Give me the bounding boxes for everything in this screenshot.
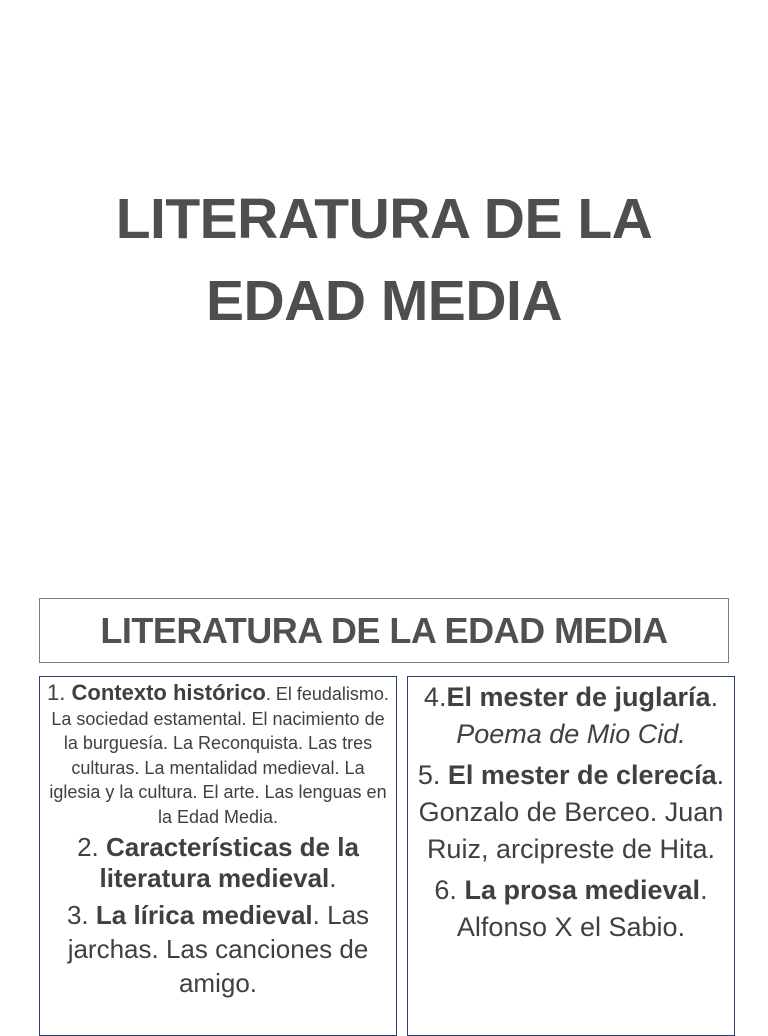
item-description: . Alfonso X el Sabio. (456, 875, 708, 942)
item-number: 1. (47, 680, 66, 705)
item-separator: . (710, 682, 719, 712)
item-number: 4. (423, 682, 447, 712)
item-number: 2. (77, 832, 99, 862)
item-number: 3. (66, 900, 89, 930)
list-item-contexto-historico (40, 677, 396, 828)
list-item-caracteristicas (40, 828, 396, 894)
item-heading: La lírica medieval (95, 900, 313, 930)
item-description: . Las jarchas. Las canciones de amigo. (67, 900, 370, 998)
item-description: . El feudalismo. La sociedad estamental. El nacimiento de la burguesía. La Reconquista. Las tres culturas. La mentalidad medieval. La iglesia y la cultura. El arte. Las lenguas en la Edad Media. (49, 684, 389, 827)
list-item-lirica-medieval (40, 894, 396, 1000)
banner-title: LITERATURA DE LA EDAD MEDIA (100, 609, 668, 651)
slide-title (60, 178, 708, 342)
item-number: 6. (434, 875, 457, 905)
item-description: . Gonzalo de Berceo. Juan Ruiz, arcipreste de Hita. (418, 760, 725, 864)
item-heading: El mester de juglaría (446, 682, 711, 712)
item-number: 5. (417, 760, 441, 790)
list-item-mester-juglaria (408, 677, 734, 753)
section-banner (39, 598, 729, 663)
item-work-title: Poema de Mio Cid. (456, 719, 686, 749)
item-heading: El mester de clerecía (447, 760, 717, 790)
contents-box-left (39, 676, 397, 1036)
item-tail: . (329, 863, 337, 893)
contents-box-right (407, 676, 735, 1036)
item-heading: Características de la literatura medieval (99, 832, 359, 893)
slide-title-line-1: LITERATURA DE LA (115, 187, 653, 251)
list-item-prosa-medieval (408, 868, 734, 946)
slide-title-line-2: EDAD MEDIA (205, 269, 562, 333)
list-item-mester-clerecia (408, 753, 734, 868)
item-heading: Contexto histórico (71, 680, 266, 705)
item-heading: La prosa medieval (464, 875, 701, 905)
